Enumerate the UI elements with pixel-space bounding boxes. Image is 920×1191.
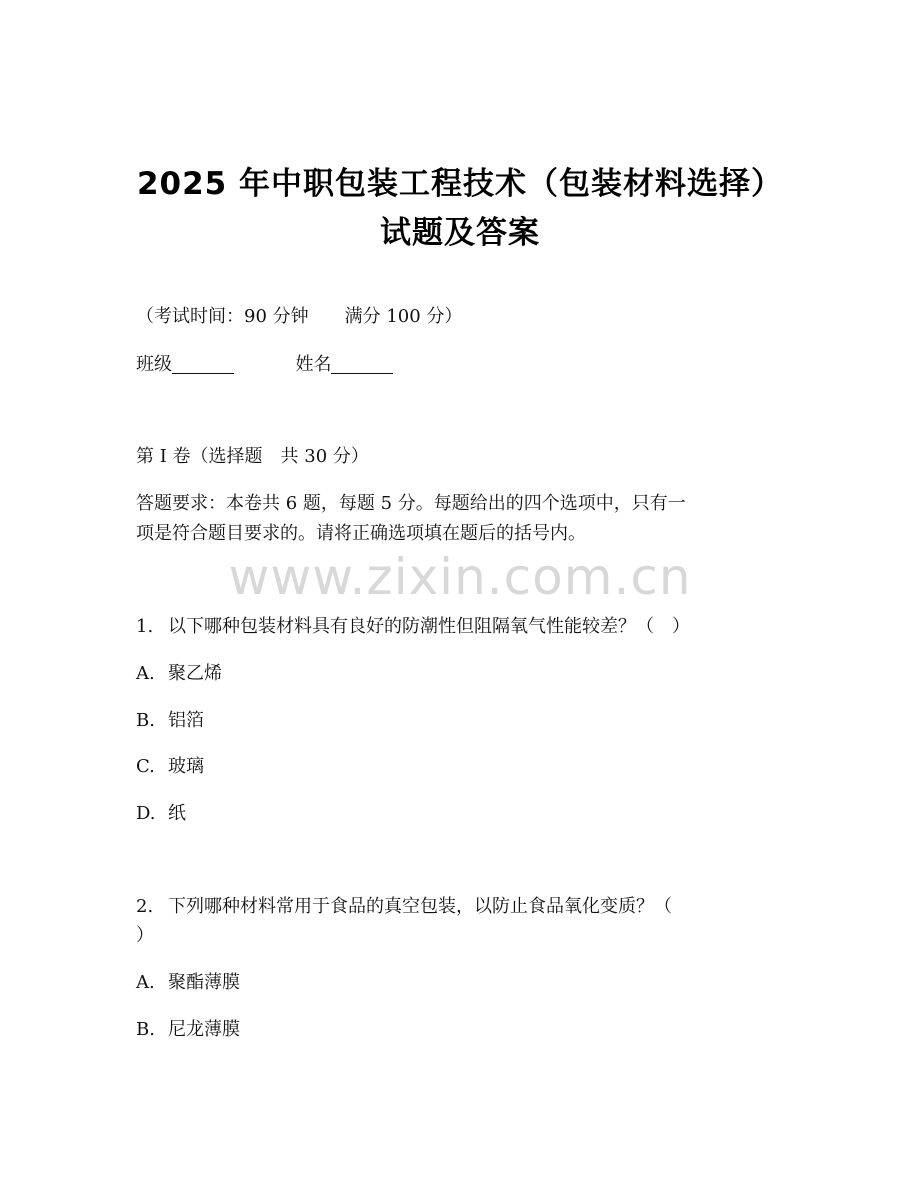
option-text: 尼龙薄膜 (168, 1019, 240, 1040)
question-1-option-b (136, 706, 204, 732)
option-text: 铝箔 (168, 710, 204, 731)
option-text: 纸 (168, 803, 186, 824)
option-text: 玻璃 (168, 756, 204, 777)
question-2-option-b (136, 1015, 240, 1041)
option-label: B. (136, 1019, 155, 1040)
question-1-option-d (136, 799, 186, 825)
document-title-line1: 2025 年中职包装工程技术（包装材料选择） (136, 166, 784, 202)
section-heading: 第 I 卷（选择题 共 30 分） (136, 446, 369, 467)
question-1-option-a (136, 659, 222, 685)
option-label: D. (136, 803, 156, 824)
option-label: A. (136, 663, 155, 684)
question-2-continued: ） (136, 925, 154, 946)
question-number: 1. (136, 616, 154, 637)
option-text: 聚乙烯 (168, 663, 222, 684)
question-2-option-a (136, 968, 240, 994)
document-title-line2: 试题及答案 (380, 215, 540, 251)
option-label: B. (136, 710, 155, 731)
question-1 (136, 612, 690, 638)
class-blank (172, 355, 234, 374)
question-1-option-c (136, 752, 204, 778)
class-label: 班级 (136, 354, 172, 375)
student-fields (136, 350, 393, 376)
option-label: C. (136, 756, 155, 777)
option-label: A. (136, 972, 155, 993)
name-label: 姓名 (295, 354, 332, 375)
instructions-line2: 项是符合题目要求的。请将正确选项填在题后的括号内。 (136, 523, 586, 544)
question-text: 以下哪种包装材料具有良好的防潮性但阻隔氧气性能较差？（ ） (168, 616, 690, 637)
question-2 (136, 892, 672, 918)
question-text-line1: 下列哪种材料常用于食品的真空包装，以防止食品氧化变质？（ (168, 896, 672, 917)
watermark: www.zixin.com.cn (228, 548, 692, 606)
question-number: 2. (136, 896, 154, 917)
instructions-line1: 答题要求：本卷共 6 题，每题 5 分。每题给出的四个选项中，只有一 (136, 493, 686, 514)
option-text: 聚酯薄膜 (168, 972, 240, 993)
name-blank (331, 355, 393, 374)
exam-info: （考试时间：90 分钟 满分 100 分） (136, 306, 463, 327)
